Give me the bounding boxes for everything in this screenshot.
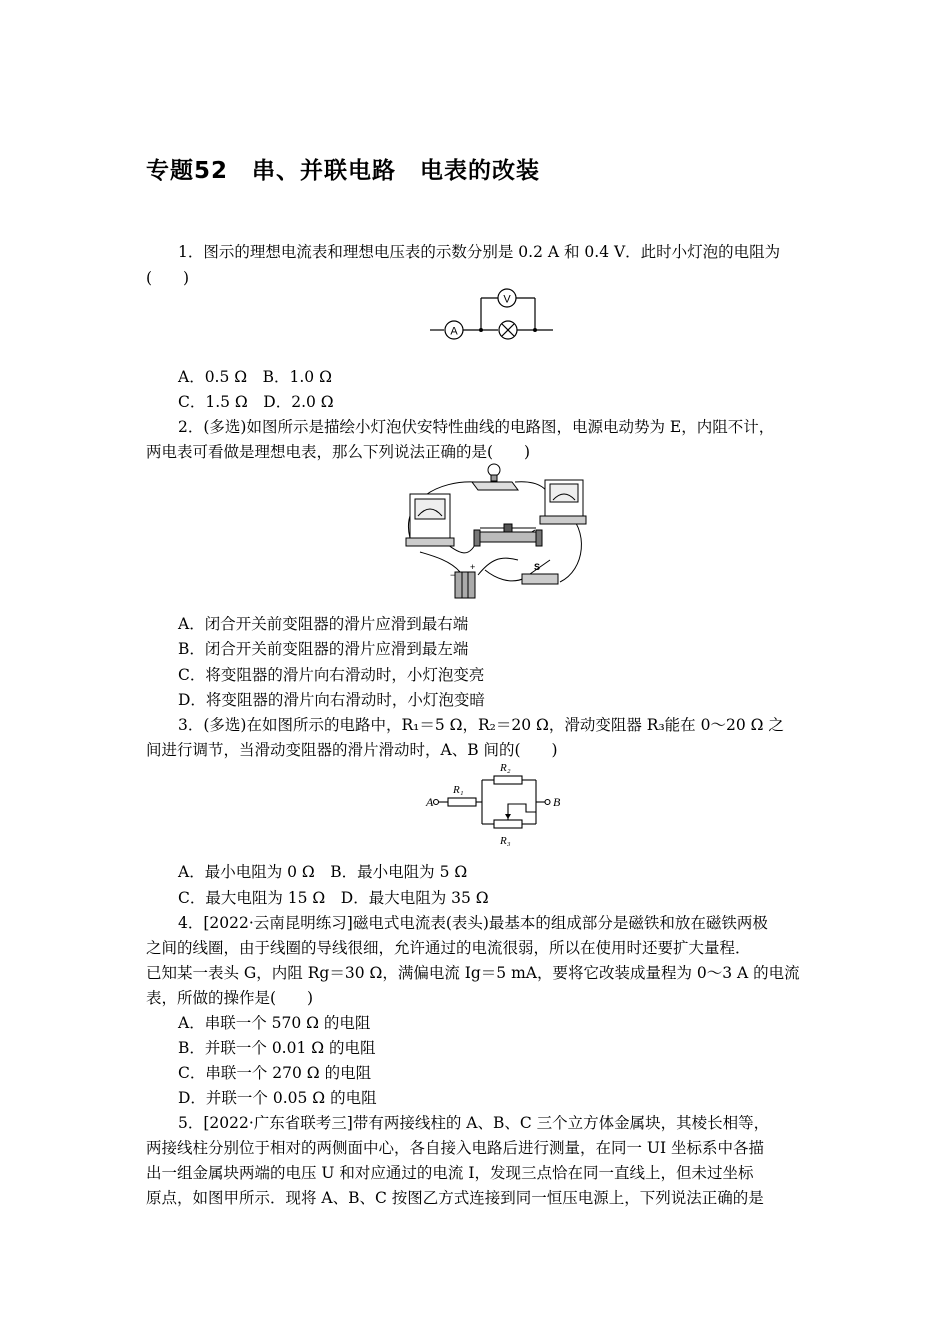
r1-label: R₁ <box>453 784 464 796</box>
resistor-r3 <box>494 820 522 828</box>
switch-label: S <box>534 562 541 572</box>
terminal-b-label: B <box>553 795 561 809</box>
q2-stem-line2: 两电表可看做是理想电表，那么下列说法正确的是( ) <box>146 443 531 461</box>
q3-circuit-diagram <box>420 758 570 850</box>
q4-option-a: A．串联一个 570 Ω 的电阻 <box>178 1014 371 1032</box>
resistor-r1 <box>448 798 476 806</box>
q2-option-c: C．将变阻器的滑片向右滑动时，小灯泡变亮 <box>178 666 485 684</box>
q3-option-line1: A．最小电阻为 0 Ω B．最小电阻为 5 Ω <box>178 863 468 881</box>
q2-option-d: D．将变阻器的滑片向右滑动时，小灯泡变暗 <box>178 691 485 709</box>
q4-option-c: C．串联一个 270 Ω 的电阻 <box>178 1064 372 1082</box>
q1-option-line2: C．1.5 Ω D．2.0 Ω <box>178 393 334 411</box>
q1-stem-line1: 1．图示的理想电流表和理想电压表的示数分别是 0.2 A 和 0.4 V．此时小灯泡的电阻为 <box>178 243 781 261</box>
q4-stem-line2: 之间的线圈，由于线圈的导线很细，允许通过的电流很弱，所以在使用时还要扩大量程． <box>146 939 751 957</box>
q1-circuit-diagram <box>428 286 558 348</box>
q4-stem-line3: 已知某一表头 G，内阻 Rg＝30 Ω，满偏电流 Ig＝5 mA，要将它改装成量程为 0～3 A 的电流 <box>146 964 800 982</box>
q2-apparatus-figure <box>400 460 590 600</box>
q4-option-d: D．并联一个 0.05 Ω 的电阻 <box>178 1089 377 1107</box>
q5-stem-line2: 两接线柱分别位于相对的两侧面中心，各自接入电路后进行测量，在同一 UI 坐标系中各描 <box>146 1139 765 1157</box>
page-title: 专题52 串、并联电路 电表的改装 <box>146 158 541 184</box>
q3-option-line2: C．最大电阻为 15 Ω D．最大电阻为 35 Ω <box>178 889 489 907</box>
voltmeter-label: V <box>503 293 511 306</box>
q4-stem-line4: 表，所做的操作是( ) <box>146 989 314 1007</box>
r3-label: R₃ <box>500 835 511 847</box>
left-meter <box>406 494 454 546</box>
q1-stem-line2: ( ) <box>146 269 190 287</box>
right-meter <box>540 480 586 524</box>
rheostat <box>474 524 542 546</box>
battery-minus-label: − <box>450 570 456 580</box>
q4-stem-line1: 4．[2022·云南昆明练习]磁电式电流表(表头)最基本的组成部分是磁铁和放在磁铁两极 <box>178 914 768 932</box>
battery-plus-label: + <box>470 562 476 572</box>
q3-stem-line1: 3．(多选)在如图所示的电路中，R₁＝5 Ω，R₂＝20 Ω，滑动变阻器 R₃能在 0～20 Ω 之 <box>178 716 784 734</box>
q4-option-b: B．并联一个 0.01 Ω 的电阻 <box>178 1039 376 1057</box>
ammeter-label: A <box>450 325 458 338</box>
q5-stem-line1: 5．[2022·广东省联考三]带有两接线柱的 A、B、C 三个立方体金属块，其棱长相等， <box>178 1114 770 1132</box>
q2-option-b: B．闭合开关前变阻器的滑片应滑到最左端 <box>178 640 469 658</box>
q5-stem-line3: 出一组金属块两端的电压 U 和对应通过的电流 I，发现三点恰在同一直线上，但未过坐标 <box>146 1164 754 1182</box>
terminal-a-label: A <box>426 795 434 809</box>
q3-stem-line2: 间进行调节，当滑动变阻器的滑片滑动时，A、B 间的( ) <box>146 741 558 759</box>
resistor-r2 <box>494 776 522 784</box>
battery <box>455 572 475 598</box>
bulb-board <box>472 464 518 490</box>
q5-stem-line4: 原点，如图甲所示．现将 A、B、C 按图乙方式连接到同一恒压电源上，下列说法正确的是 <box>146 1189 764 1207</box>
r2-label: R₂ <box>500 762 511 774</box>
q1-option-line1: A．0.5 Ω B．1.0 Ω <box>178 368 332 386</box>
q2-stem-line1: 2．(多选)如图所示是描绘小灯泡伏安特性曲线的电路图，电源电动势为 E，内阻不计， <box>178 418 775 436</box>
q2-option-a: A．闭合开关前变阻器的滑片应滑到最右端 <box>178 615 469 633</box>
